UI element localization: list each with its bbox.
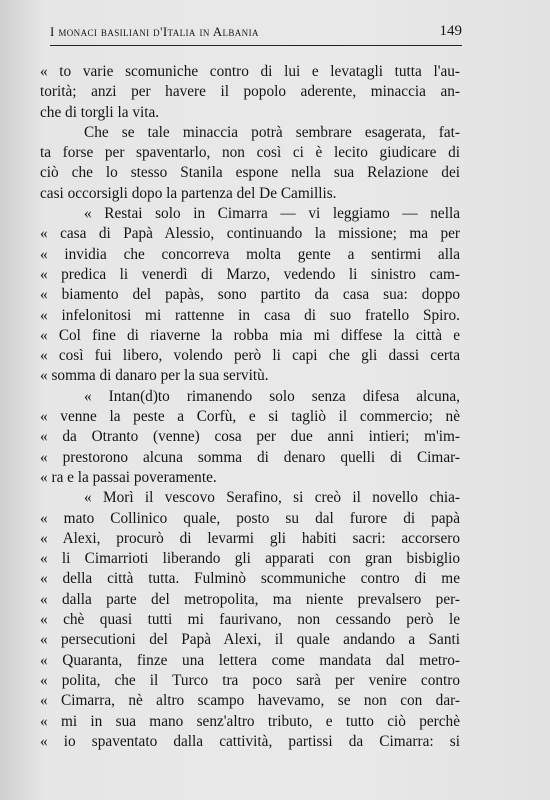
- text-line: « chè quasi tutti mi faurivano, non cessando però le: [40, 611, 460, 629]
- text-line: Che se tale minaccia potrà sembrare esagerata, fat-: [84, 123, 460, 141]
- text-line: « to varie scomuniche contro di lui e levatagli tutta l'au-: [40, 63, 460, 80]
- text-line: « Morì il vescovo Serafino, si creò il novello chia-: [84, 489, 460, 507]
- text-line: « Quaranta, finze una lettera come mandata dal metro-: [40, 651, 460, 669]
- text-line: che di torgli la vita.: [40, 103, 160, 121]
- text-line: « ra e la passai poveramente.: [40, 468, 217, 486]
- text-line: « io spaventato dalla cattività, partissi da Cimarra: si: [40, 732, 460, 750]
- text-line: ciò che lo stesso Stanila espone nella sua Relazione dei: [40, 164, 460, 182]
- text-line: ta forse per spaventarlo, non così ci è lecito giudicare di: [40, 144, 460, 162]
- text-line: « li Cimarrioti liberando gli apparati con gran bisbiglio: [40, 550, 460, 568]
- text-line: « da Otranto (venne) cosa per due anni intieri; m'im-: [40, 428, 460, 446]
- text-line: « invidia che concorreva molta gente a sentirmi alla: [40, 245, 460, 263]
- text-line: « Alexi, procurò di levarmi gli habiti sacri: accorsero: [40, 529, 460, 547]
- text-line: « casa di Papà Alessio, continuando la missione; ma per: [40, 225, 460, 243]
- text-line: « somma di danaro per la sua servitù.: [40, 367, 269, 385]
- page-header: [50, 24, 462, 46]
- text-line: casi occorsigli dopo la partenza del De Camillis.: [40, 184, 337, 202]
- text-line: « Restai solo in Cimarra — vi leggiamo — nella: [84, 205, 460, 223]
- text-line: « biamento del papàs, sono partito da casa sua: doppo: [40, 286, 460, 304]
- header-rule: [50, 45, 462, 46]
- text-line: « Cimarra, nè altro scampo havevamo, se non con dar-: [40, 692, 460, 710]
- text-line: « Intan(d)to rimanendo solo senza difesa alcuna,: [84, 387, 460, 405]
- text-line: « dalla parte del metropolita, ma niente prevalsero per-: [40, 590, 460, 608]
- text-line: « polita, che il Turco tra poco sarà per venire contro: [40, 671, 460, 689]
- text-line: « così fui libero, volendo però li capi che gli dassi certa: [40, 347, 460, 365]
- text-line: « venne la peste a Corfù, e si tagliò il commercio; nè: [40, 408, 460, 426]
- body-text: [40, 62, 460, 752]
- text-line: « prestorono alcuna somma di denaro quelli di Cimar-: [40, 448, 460, 466]
- text-line: « infelonitosi mi rattenne in casa di suo fratello Spiro.: [40, 306, 460, 324]
- text-line: torità; anzi per havere il popolo aderente, minaccia an-: [40, 83, 460, 101]
- running-title: I monaci basiliani d'Italia in Albania: [50, 24, 259, 39]
- text-line: « della città tutta. Fulminò scommuniche contro di me: [40, 570, 460, 588]
- page-number: 149: [439, 23, 462, 39]
- text-line: « Col fine di riaverne la robba mia mi diffese la città e: [40, 326, 460, 344]
- text-line: « mato Collinico quale, posto su dal furore di papà: [40, 509, 460, 527]
- text-line: « persecutioni del Papà Alexi, il quale andando a Santi: [40, 631, 460, 649]
- text-line: « mi in sua mano senz'altro tributo, e tutto ciò perchè: [40, 712, 460, 730]
- text-line: « predica li venerdì di Marzo, vedendo li sinistro cam-: [40, 265, 460, 283]
